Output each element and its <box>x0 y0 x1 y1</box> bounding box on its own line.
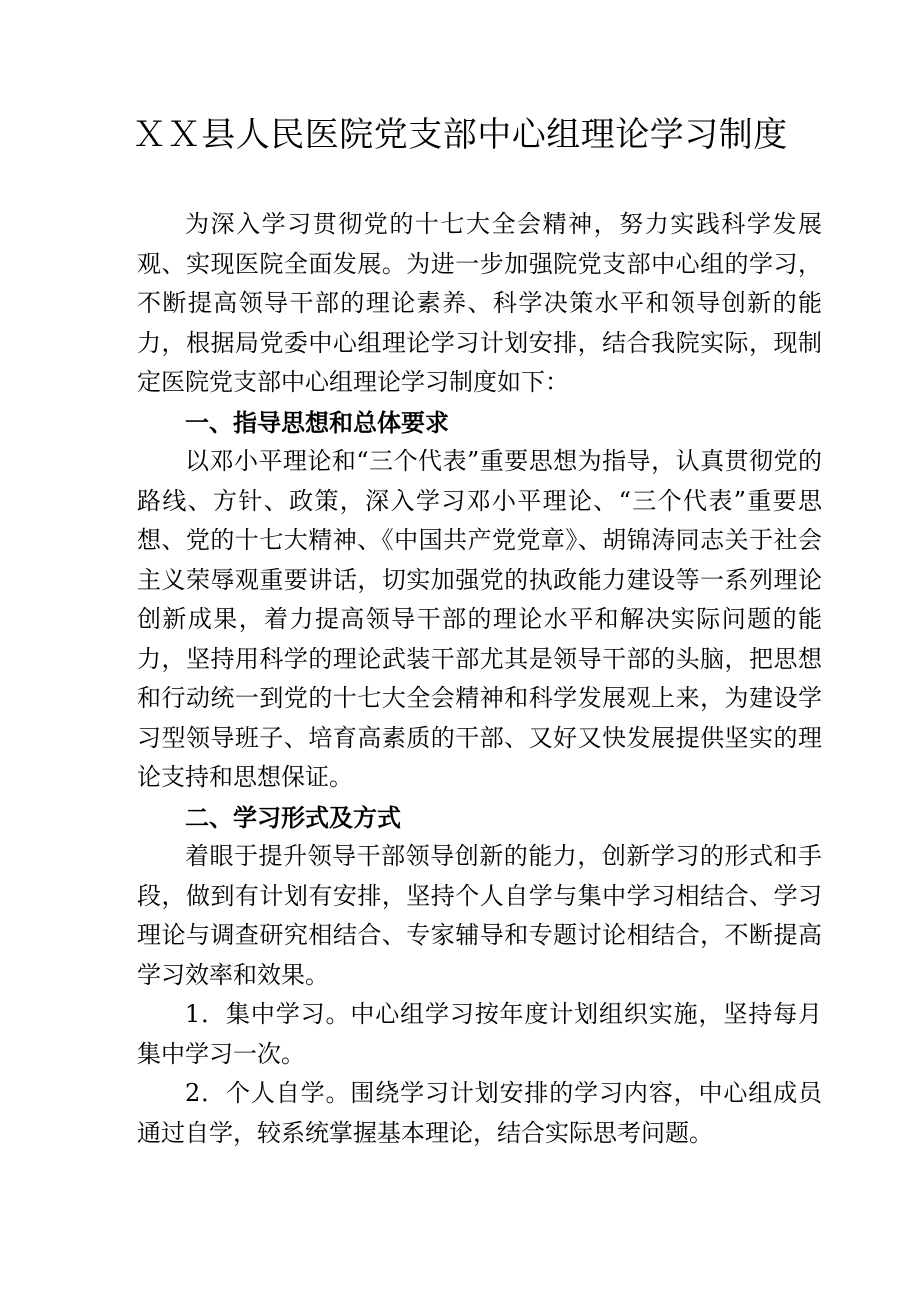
document-title: ＸＸ县人民医院党支部中心组理论学习制度 <box>132 115 788 155</box>
section-heading-study-forms: 二、学习形式及方式 <box>185 802 401 832</box>
intro-paragraph: 为深入学习贯彻党的十七大全会精神，努力实践科学发展观、实现医院全面发展。为进一步加强院党支部中心组的学习，不断提高领导干部的理论素养、科学决策水平和领导创新的能力，根据局党委中心组理论学习计划安排，结合我院实际，现制定医院党支部中心组理论学习制度如下： <box>137 210 822 396</box>
list-item-centralized-study: 1．集中学习。中心组学习按年度计划组织实施，坚持每月集中学习一次。 <box>137 1000 822 1068</box>
section-paragraph: 以邓小平理论和“三个代表”重要思想为指导，认真贯彻党的路线、方针、政策，深入学习邓小平理论、“三个代表”重要思想、党的十七大精神、《中国共产党党章》、胡锦涛同志关于社会主义荣辱观重要讲话，切实加强党的执政能力建设等一系列理论创新成果，着力提高领导干部的理论水平和解决实际问题的能力，坚持用科学的理论武装干部尤其是领导干部的头脑，把思想和行动统一到党的十七大全会精神和科学发展观上来，为建设学习型领导班子、培育高素质的干部、又好又快发展提供坚实的理论支持和思想保证。 <box>137 447 822 791</box>
section-paragraph: 着眼于提升领导干部领导创新的能力，创新学习的形式和手段，做到有计划有安排，坚持个人自学与集中学习相结合、学习理论与调查研究相结合、专家辅导和专题讨论相结合，不断提高学习效率和效果。 <box>137 842 822 989</box>
list-item-self-study: 2．个人自学。围绕学习计划安排的学习内容，中心组成员通过自学，较系统掌握基本理论，结合实际思考问题。 <box>137 1079 822 1147</box>
document-body <box>137 205 822 1153</box>
section-heading-guiding-principles: 一、指导思想和总体要求 <box>185 407 449 437</box>
